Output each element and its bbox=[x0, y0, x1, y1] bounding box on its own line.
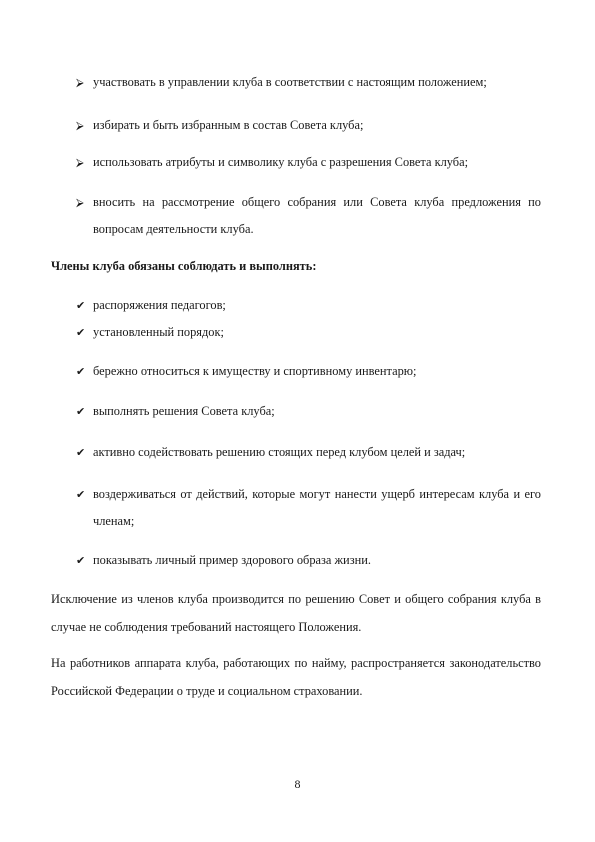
page-number: 8 bbox=[294, 777, 301, 791]
checkmark-bullet-icon: ✔ bbox=[76, 365, 86, 378]
list-item-text: активно содействовать решению стоящих перед клубом целей и задач; bbox=[93, 445, 466, 459]
list-item-text: выполнять решения Совета клуба; bbox=[93, 404, 275, 418]
list-item-text: воздерживаться от действий, которые могут нанести ущерб интересам клуба и его членам; bbox=[93, 487, 541, 528]
employees-paragraph: На работников аппарата клуба, работающих по найму, распространяется законодательство Российской Федерации о труде и социальном страховании. bbox=[51, 656, 541, 698]
checkmark-bullet-icon: ✔ bbox=[76, 488, 86, 501]
list-item-text: участвовать в управлении клуба в соответствии с настоящим положением; bbox=[93, 75, 487, 89]
checkmark-bullet-icon: ✔ bbox=[76, 326, 86, 339]
arrowhead-bullet-icon: ⮚ bbox=[76, 156, 84, 169]
list-item-text: использовать атрибуты и символику клуба с разрешения Совета клуба; bbox=[93, 155, 469, 169]
list-item-text: распоряжения педагогов; bbox=[93, 298, 226, 312]
duties-heading: Члены клуба обязаны соблюдать и выполнять: bbox=[51, 259, 317, 273]
checkmark-bullet-icon: ✔ bbox=[76, 446, 86, 459]
checkmark-bullet-icon: ✔ bbox=[76, 405, 86, 418]
list-item-text: показывать личный пример здорового образа жизни. bbox=[93, 553, 371, 567]
list-item-text: установленный порядок; bbox=[93, 325, 224, 339]
arrowhead-bullet-icon: ⮚ bbox=[76, 196, 84, 209]
exclusion-paragraph: Исключение из членов клуба производится по решению Совет и общего собрания клуба в случае не соблюдения требований настоящего Положения. bbox=[51, 592, 541, 634]
list-item-text: избирать и быть избранным в состав Совета клуба; bbox=[93, 118, 364, 132]
checkmark-bullet-icon: ✔ bbox=[76, 299, 86, 312]
list-item-text: бережно относиться к имуществу и спортивному инвентарю; bbox=[93, 364, 417, 378]
checkmark-bullet-icon: ✔ bbox=[76, 554, 86, 567]
arrowhead-bullet-icon: ⮚ bbox=[76, 119, 84, 132]
list-item-text: вносить на рассмотрение общего собрания или Совета клуба предложения по вопросам деятельности клуба. bbox=[93, 195, 541, 236]
arrowhead-bullet-icon: ⮚ bbox=[76, 76, 84, 89]
